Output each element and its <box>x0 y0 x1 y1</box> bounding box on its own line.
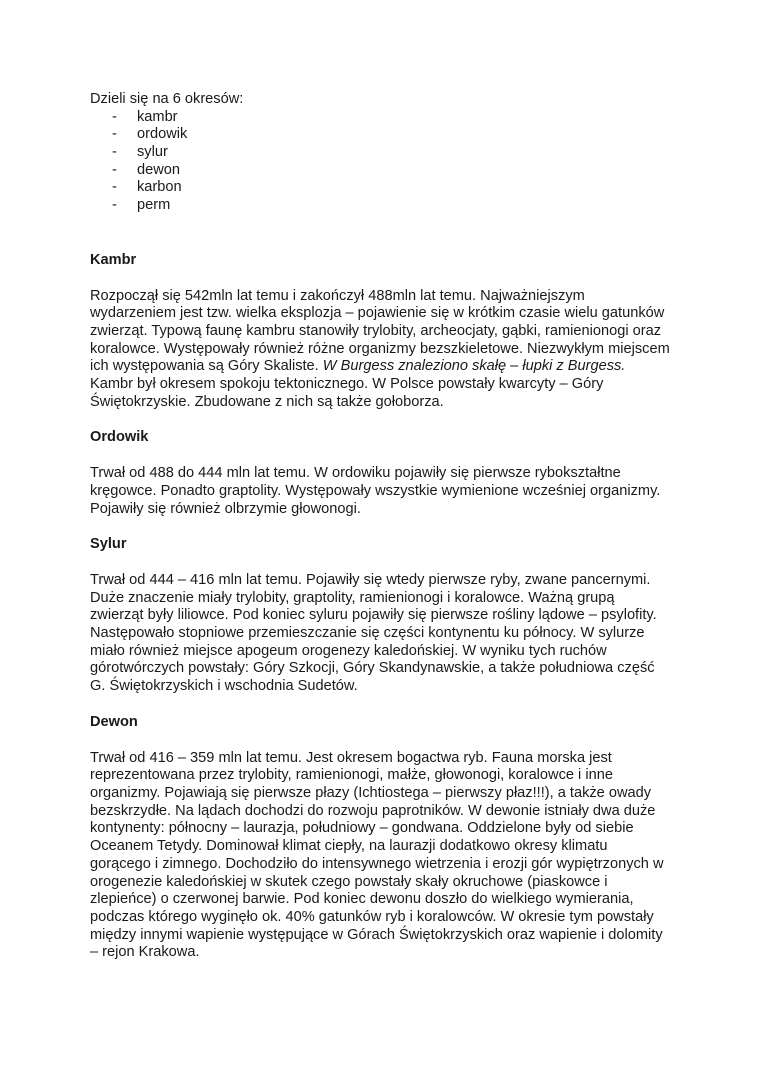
paragraph-text: Kambr był okresem spokoju tektonicznego. W Polsce powstały kwarcyty – Góry Świętokrzyskie. Zbudowane z nich są także gołoborza. <box>90 376 604 410</box>
section-paragraph: Trwał od 444 – 416 mln lat temu. Pojawiły się wtedy pierwsze ryby, zwane pancernymi. Duże znaczenie miały trylobity, graptolity, ramienionogi i koralowce. Ważną grupą zwierząt były liliowce. Pod koniec syluru pojawiły się pierwsze rośliny lądowe – psylofity. Następowało stopniowe przemieszczanie się części kontynentu ku północy. W sylurze miało również miejsce apogeum orogenezy kaledońskiej. W wyniku tych ruchów górotwórczych powstały: Góry Szkocji, Góry Skandynawskie, a także południowa część G. Świętokrzyskich i wschodnia Sudetów. <box>90 571 657 695</box>
section-ordowik <box>90 429 672 518</box>
list-dash: - <box>112 144 117 161</box>
list-item-text: kambr <box>137 108 178 125</box>
section-paragraph: Trwał od 488 do 444 mln lat temu. W ordowiku pojawiły się pierwsze rybokształtne kręgowce. Ponadto graptolity. Występowały wszystkie wymienione wcześniej organizmy. Pojawiły się również olbrzymie głowonogi. <box>90 465 661 517</box>
list-item <box>90 126 672 144</box>
list-item <box>90 144 672 162</box>
section-heading: Kambr <box>90 251 137 268</box>
list-item <box>90 162 672 180</box>
document-body <box>90 91 672 962</box>
italic-text: W Burgess znaleziono skałę – łupki z Burgess. <box>322 358 626 375</box>
intro-line: Dzieli się na 6 okresów: <box>90 91 244 107</box>
paragraph-text: Rozpoczął się 542mln lat temu i zakończył 488mln lat temu. Najważniejszym wydarzeniem jest tzw. wielka eksplozja – pojawienie się w krótkim czasie wielu gatunków zwierząt. Typową faunę kambru stanowiły trylobity, archeocjaty, gąbki, ramienionogi oraz koralowce. Występowały również różne organizmy bezszkieletowe. Niezwykłym miejscem ich występowania są Góry Skaliste. <box>90 287 670 375</box>
section-heading: Sylur <box>90 536 127 553</box>
section-paragraph: Trwał od 416 – 359 mln lat temu. Jest okresem bogactwa ryb. Fauna morska jest reprezentowana przez trylobity, ramienionogi, małże, głowonogi, koralowce i inne organizmy. Pojawiają się pierwsze płazy (Ichtiostega – pierwszy płaz!!!), a także owady bezskrzydłe. Na lądach dochodzi do rozwoju paprotników. W dewonie istniały dwa duże kontynenty: północny – laurazja, południowy – gondwana. Oddzielone były od siebie Oceanem Tetydy. Dominował klimat ciepły, na laurazji dodatkowo okresy klimatu gorącego i zimnego. Dochodziło do intensywnego wietrzenia i erozji gór wypiętrzonych w orogenezie kaledońskiej w skutek czego powstały skały okruchowe (piaskowce i zlepieńce) o czerwonej barwie. Pod koniec dewonu doszło do wielkiego wymierania, podczas którego wyginęło ok. 40% gatunków ryb i koralowców. W okresie tym powstały między innymi wapienie występujące w Górach Świętokrzyskich oraz wapienie i dolomity – rejon Krakowa. <box>90 749 664 961</box>
list-item-text: karbon <box>137 179 182 196</box>
list-item-text: ordowik <box>137 126 188 143</box>
list-item <box>90 179 672 197</box>
list-item <box>90 197 672 215</box>
list-item-text: sylur <box>137 144 168 161</box>
list-dash: - <box>112 161 117 178</box>
period-list <box>90 109 672 215</box>
list-dash: - <box>112 179 117 196</box>
section-kambr <box>90 252 672 412</box>
list-item <box>90 109 672 127</box>
section-sylur <box>90 536 672 696</box>
section-dewon <box>90 714 672 962</box>
section-paragraph <box>90 288 672 412</box>
section-heading: Ordowik <box>90 429 149 446</box>
section-heading: Dewon <box>90 713 138 730</box>
list-dash: - <box>112 108 117 125</box>
list-item-text: dewon <box>137 161 181 178</box>
list-item-text: perm <box>137 197 171 214</box>
list-dash: - <box>112 126 117 143</box>
list-dash: - <box>112 197 117 214</box>
